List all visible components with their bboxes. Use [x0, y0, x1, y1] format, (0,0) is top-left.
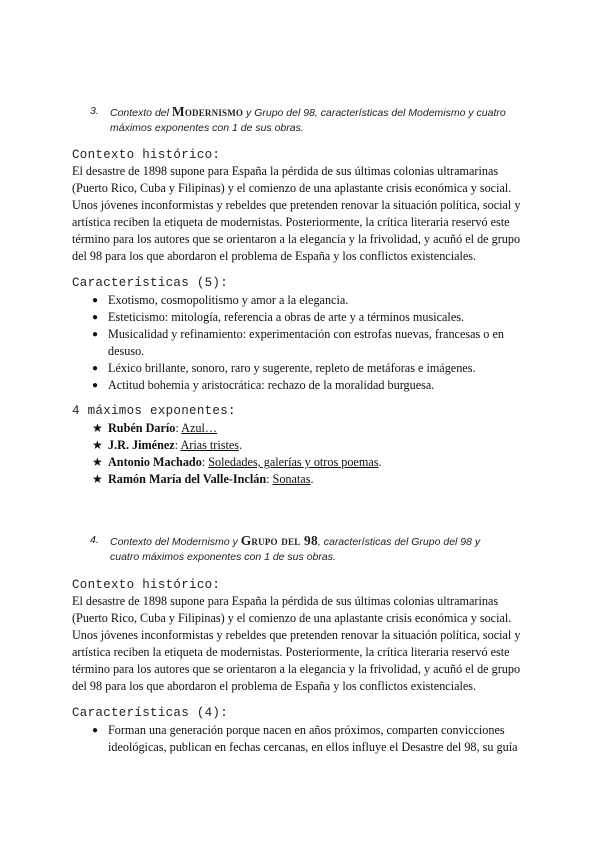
question-3 — [90, 104, 540, 136]
author-item: ★ Rubén Darío: Azul… — [92, 421, 218, 435]
list-item: ● Exotismo, cosmopolitismo y amor a la elegancia. — [92, 293, 349, 307]
bullet-icon: ● — [92, 312, 99, 323]
question-prefix: Contexto del — [110, 107, 172, 119]
list-item: ● Forman una generación porque nacen en años próximos, comparten convicciones ideológicas, publican en fechas cercanas, en ellos influye el Desastre del 98, su guía — [92, 723, 518, 754]
author-item: ★ Ramón María del Valle-Inclán: Sonatas. — [92, 472, 314, 486]
question-number: 3. — [90, 105, 99, 117]
star-icon: ★ — [92, 472, 103, 486]
question-highlight: Grupo del 98 — [240, 533, 318, 548]
features-heading: Características (4): — [72, 706, 229, 720]
paragraph-line: (Puerto Rico, Cuba y Filipinas) y el comienzo de una aplastante crisis económica y social. — [72, 611, 512, 625]
bullet-icon: ● — [92, 329, 99, 340]
author-item: ★ J.R. Jiménez: Arias tristes. — [92, 438, 243, 452]
context-heading: Contexto histórico: — [72, 148, 221, 162]
bullet-icon: ● — [92, 380, 99, 391]
paragraph-line: artística reciben la etiqueta de modernistas. Posteriormente, la crítica literaria reservó este — [72, 215, 510, 229]
work-link[interactable]: Arias tristes — [180, 438, 240, 452]
features-list — [92, 722, 532, 756]
author-name: Antonio Machado — [108, 455, 202, 469]
list-item: ● Léxico brillante, sonoro, raro y sugerente, repleto de metáforas e imágenes. — [92, 361, 476, 375]
bullet-icon: ● — [92, 363, 99, 374]
context-paragraph — [72, 163, 532, 265]
question-highlight: Modernismo — [171, 104, 244, 119]
paragraph-line: El desastre de 1898 supone para España la pérdida de sus últimas colonias ultramarinas — [72, 594, 499, 608]
list-item: ● Esteticismo: mitología, referencia a obras de arte y a términos musicales. — [92, 310, 465, 324]
bullet-icon: ● — [92, 725, 99, 736]
paragraph-line: Unos jóvenes inconformistas y rebeldes que pretenden renovar la situación política, social y — [72, 628, 521, 642]
question-line-2: cuatro máximos exponentes con 1 de sus obras. — [110, 551, 336, 563]
question-suffix: y Grupo del 98, características del Modemismo y cuatro — [243, 107, 506, 119]
paragraph-line: del 98 para los que abordaron el problema de España y los conflictos existenciales. — [72, 679, 477, 693]
paragraph-line: del 98 para los que abordaron el problema de España y los conflictos existenciales. — [72, 249, 477, 263]
author-item: ★ Antonio Machado: Soledades, galerías y otros poemas. — [92, 455, 382, 469]
paragraph-line: (Puerto Rico, Cuba y Filipinas) y el comienzo de una aplastante crisis económica y social. — [72, 181, 512, 195]
paragraph-line: Unos jóvenes inconformistas y rebeldes que pretenden renovar la situación política, social y — [72, 198, 521, 212]
question-line-2: máximos exponentes con 1 de sus obras. — [110, 122, 304, 134]
context-paragraph — [72, 593, 532, 695]
list-item: ● Actitud bohemia y aristocrática: rechazo de la moralidad burguesa. — [92, 378, 435, 392]
question-number: 4. — [90, 534, 99, 546]
work-link[interactable]: Sonatas — [272, 472, 311, 486]
list-item: ● Musicalidad y refinamiento: experimentación con estrofas nuevas, francesas o en desuso. — [92, 327, 504, 358]
question-suffix: , características del Grupo del 98 y — [317, 536, 481, 548]
paragraph-line: artística reciben la etiqueta de modernistas. Posteriormente, la crítica literaria reservó este — [72, 645, 510, 659]
star-icon: ★ — [92, 438, 103, 452]
authors-heading: 4 máximos exponentes: — [72, 404, 236, 418]
star-icon: ★ — [92, 455, 103, 469]
work-link[interactable]: Azul… — [181, 421, 218, 435]
paragraph-line: término para los autores que se orientaron a la elegancia y la frivolidad, y acuñó el de grupo — [72, 232, 521, 246]
star-icon: ★ — [92, 421, 103, 435]
bullet-icon: ● — [92, 295, 99, 306]
paragraph-line: término para los autores que se orientaron a la elegancia y la frivolidad, y acuñó el de grupo — [72, 662, 521, 676]
context-heading: Contexto histórico: — [72, 578, 221, 592]
features-list — [92, 292, 532, 394]
author-name: Rubén Darío — [108, 421, 176, 435]
question-4 — [90, 533, 540, 565]
features-heading: Características (5): — [72, 276, 229, 290]
authors-list — [92, 420, 382, 488]
author-name: Ramón María del Valle-Inclán — [108, 472, 267, 486]
work-link[interactable]: Soledades, galerías y otros poemas — [208, 455, 379, 469]
paragraph-line: El desastre de 1898 supone para España la pérdida de sus últimas colonias ultramarinas — [72, 164, 499, 178]
question-prefix: Contexto del Modernismo y — [110, 536, 241, 548]
author-name: J.R. Jiménez — [108, 438, 175, 452]
